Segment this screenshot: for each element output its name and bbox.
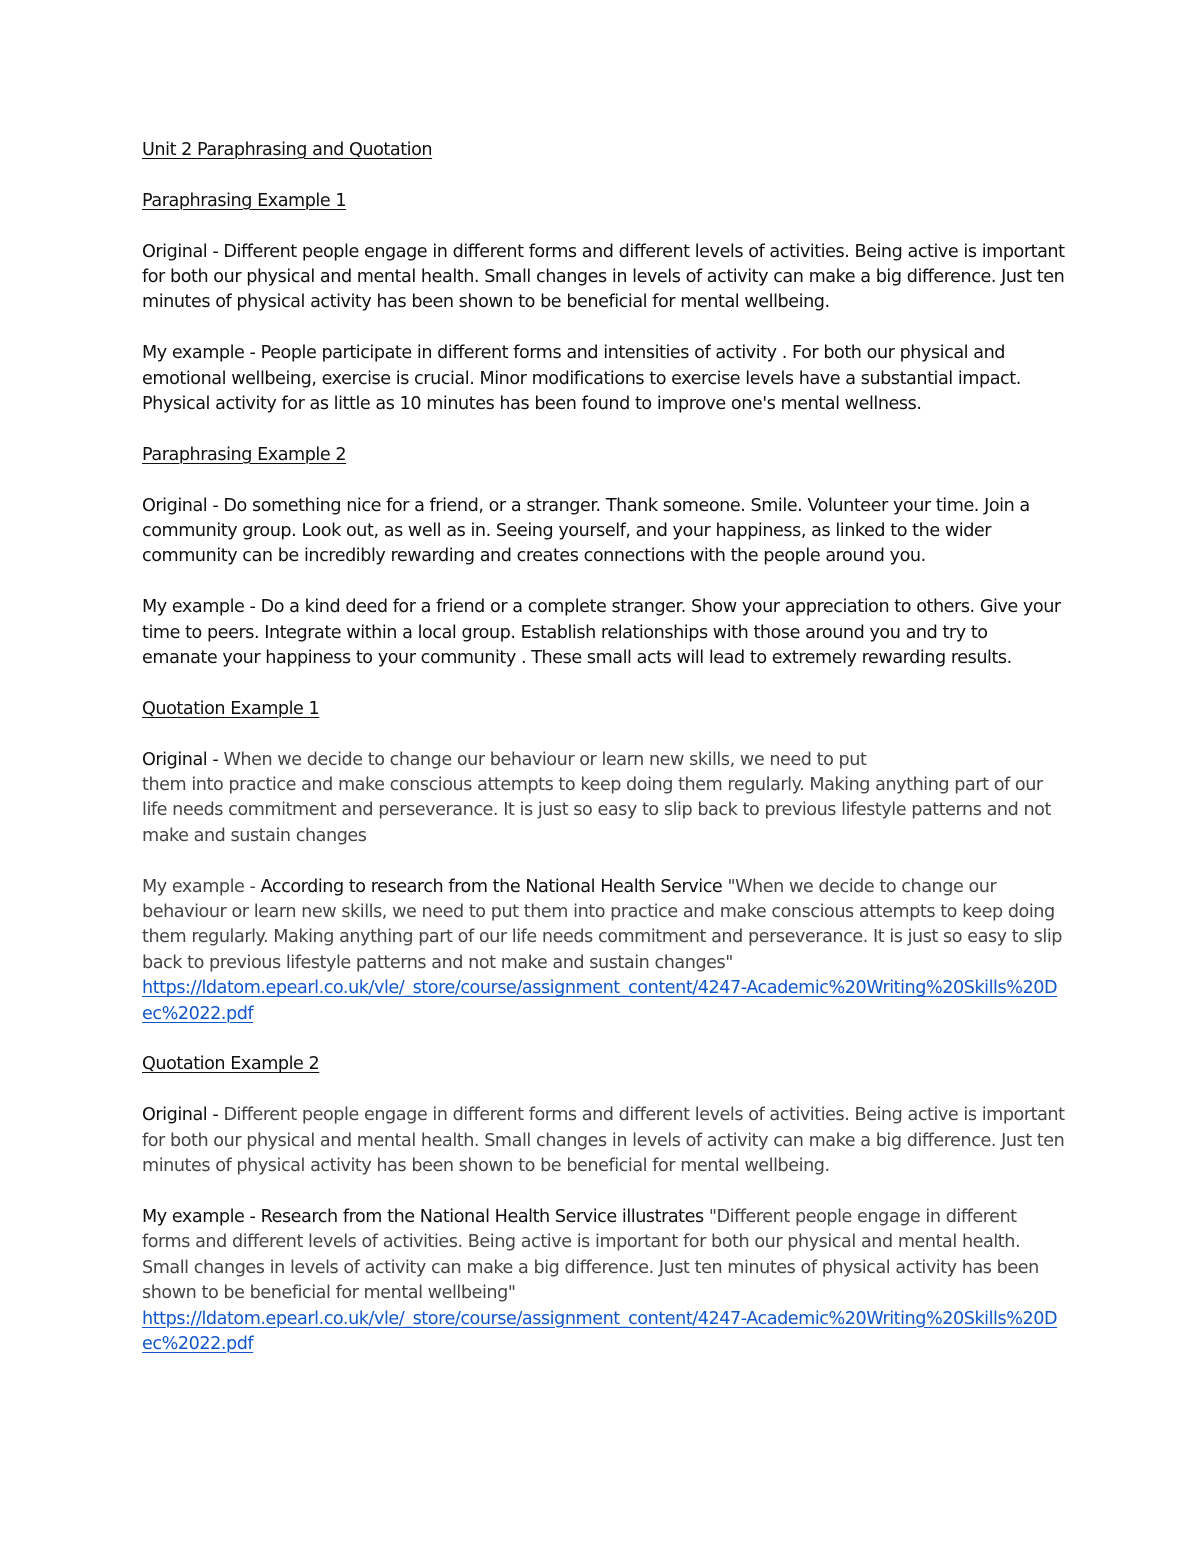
quotation-example-2-heading: Quotation Example 2 — [142, 1054, 320, 1075]
quotation-example-1-example-label: My example - — [142, 876, 261, 897]
quotation-example-1-original-rest: them into practice and make conscious attempts to keep doing them regularly. Making anything part of our life needs commitment and perseverance. It is just so easy to slip back to previous lifestyle patterns and not make and sustain changes — [142, 775, 1051, 846]
quotation-example-1-original — [142, 748, 1067, 850]
quotation-example-1-source-link[interactable]: https://ldatom.epearl.co.uk/vle/_store/course/assignment_content/4247-Academic%20Writing%20Skills%20Dec%2022.pdf — [142, 978, 1058, 1024]
quotation-example-1-example-quote: "When we decide to change our behaviour or learn new skills, we need to put them into practice and make conscious attempts to keep doing them regularly. Making anything part of our life needs commitment and perseverance. It is just so easy to slip back to previous lifestyle patterns and not make and sustain changes" — [142, 876, 1062, 973]
quotation-example-2-my-example — [142, 1205, 1067, 1357]
quotation-example-1-example-intro: According to research from the National Health Service — [260, 876, 728, 897]
quotation-example-2-source-link[interactable]: https://ldatom.epearl.co.uk/vle/_store/course/assignment_content/4247-Academic%20Writing%20Skills%20Dec%2022.pdf — [142, 1308, 1058, 1354]
paraphrasing-example-1-my-example: My example - People participate in different forms and intensities of activity . For both our physical and emotional wellbeing, exercise is crucial. Minor modifications to exercise levels have a substantial impact. Physical activity for as little as 10 minutes has been found to improve one's mental wellness. — [142, 343, 1021, 415]
quotation-example-2-example-label: My example - — [142, 1206, 261, 1227]
quotation-example-2-original-label: Original - — [142, 1105, 224, 1126]
paraphrasing-example-1-heading: Paraphrasing Example 1 — [142, 190, 347, 211]
quotation-example-1-original-line1: When we decide to change our behaviour or learn new skills, we need to put — [223, 749, 867, 770]
quotation-example-2-example-quote: "Different people engage in different forms and different levels of activities. Being active is important for both our physical and mental health. Small changes in levels of activity can make a big difference. Just ten minutes of physical activity has been shown to be beneficial for mental wellbeing" — [142, 1206, 1039, 1304]
quotation-example-2-example-intro: Research from the National Health Service illustrates — [260, 1206, 709, 1227]
quotation-example-1-heading: Quotation Example 1 — [142, 698, 320, 719]
document-page — [142, 138, 1067, 1383]
document-title: Unit 2 Paraphrasing and Quotation — [142, 140, 433, 160]
quotation-example-2-original-text: Different people engage in different forms and different levels of activities. Being active is important for both our physical and mental health. Small changes in levels of activity can make a big difference. Just ten minutes of physical activity has been shown to be beneficial for mental wellbeing. — [142, 1105, 1065, 1177]
quotation-example-1-original-label: Original - — [142, 749, 224, 770]
paraphrasing-example-2-my-example: My example - Do a kind deed for a friend or a complete stranger. Show your appreciation to others. Give your time to peers. Integrate within a local group. Establish relationships with those around you and try to emanate your happiness to your community . These small acts will lead to extremely rewarding results. — [142, 597, 1061, 669]
quotation-example-1-my-example — [142, 875, 1067, 1027]
paraphrasing-example-1-original: Original - Different people engage in different forms and different levels of activities. Being active is important for both our physical and mental health. Small changes in levels of activity can make a big difference. Just ten minutes of physical activity has been shown to be beneficial for mental wellbeing. — [142, 241, 1065, 313]
quotation-example-2-original — [142, 1103, 1067, 1179]
paraphrasing-example-2-heading: Paraphrasing Example 2 — [142, 444, 347, 465]
paraphrasing-example-2-original: Original - Do something nice for a friend, or a stranger. Thank someone. Smile. Volunteer your time. Join a community group. Look out, as well as in. Seeing yourself, and your happiness, as linked to the wider community can be incredibly rewarding and creates connections with the people around you. — [142, 495, 1030, 567]
